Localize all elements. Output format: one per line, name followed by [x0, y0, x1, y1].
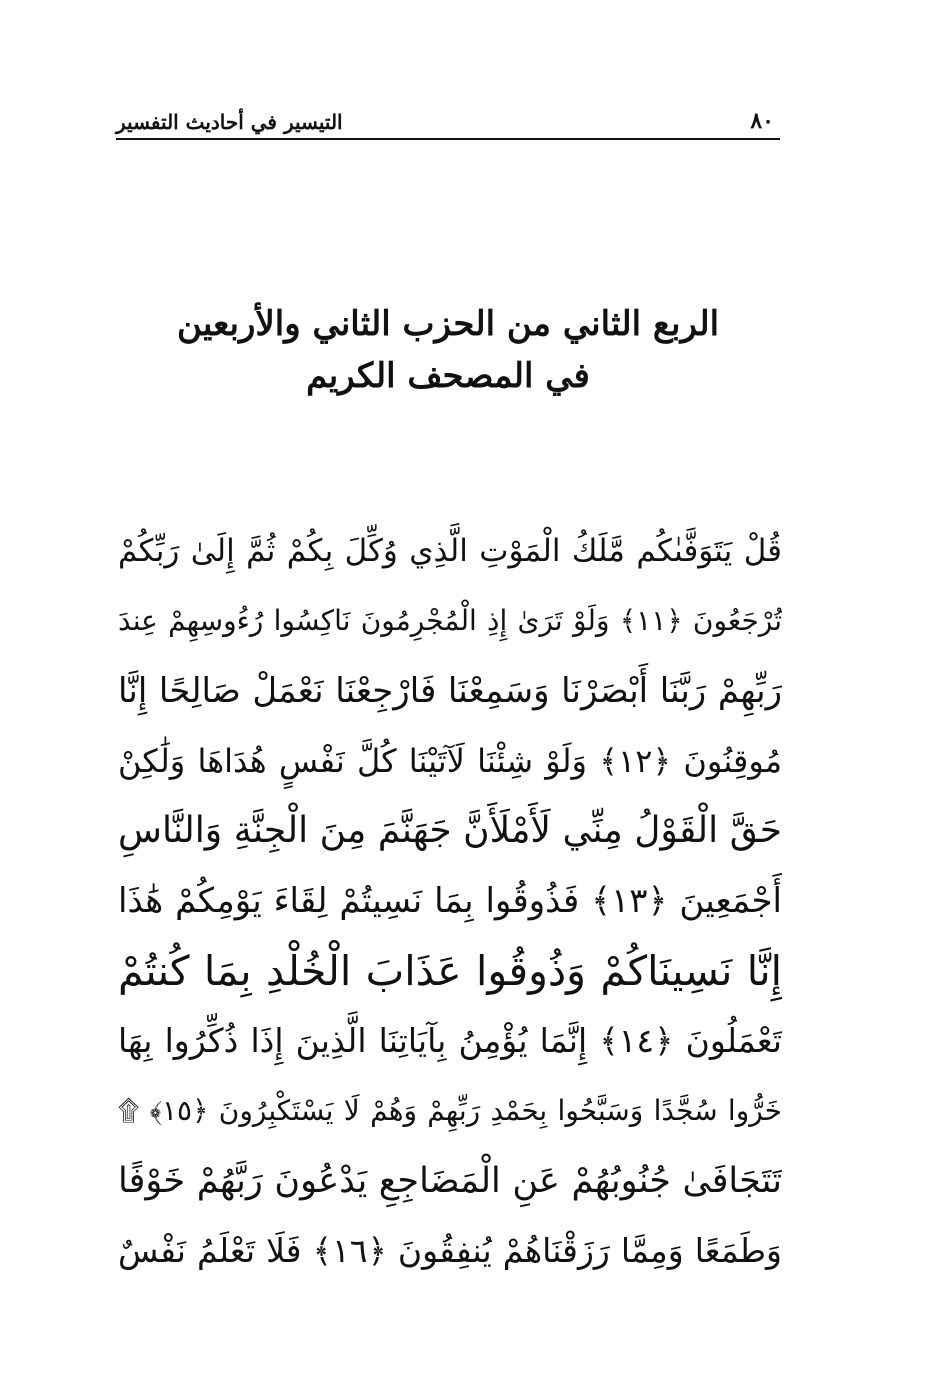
- section-title-line-1: الربع الثاني من الحزب الثاني والأربعين: [176, 304, 720, 344]
- book-title: التيسير في أحاديث التفسير: [116, 110, 343, 134]
- page-number: ٨٠: [750, 108, 774, 134]
- verse-line: وَطَمَعًا وَمِمَّا رَزَقْنَاهُمْ يُنفِقُونَ ﴿١٦﴾ فَلَا تَعْلَمُ نَفْسٌ: [118, 1231, 782, 1270]
- verse-line: تُرْجَعُونَ ﴿١١﴾ وَلَوْ تَرَىٰ إِذِ الْمُجْرِمُونَ نَاكِسُوا رُءُوسِهِمْ عِندَ: [118, 604, 782, 637]
- running-header: [116, 100, 780, 140]
- verse-line: قُلْ يَتَوَفَّىٰكُم مَّلَكُ الْمَوْتِ الَّذِي وُكِّلَ بِكُمْ ثُمَّ إِلَىٰ رَبِّكُمْ: [118, 533, 782, 569]
- verse-line: تَتَجَافَىٰ جُنُوبُهُمْ عَنِ الْمَضَاجِعِ يَدْعُونَ رَبَّهُمْ خَوْفًا: [118, 1161, 782, 1201]
- verse-line: إِنَّا نَسِينَاكُمْ وَذُوقُوا عَذَابَ الْخُلْدِ بِمَا كُنتُمْ: [118, 947, 782, 995]
- section-title-line-2: في المصحف الكريم: [306, 356, 590, 396]
- verse-line: حَقَّ الْقَوْلُ مِنِّي لَأَمْلَأَنَّ جَهَنَّمَ مِنَ الْجِنَّةِ وَالنَّاسِ: [118, 810, 782, 851]
- section-title: [116, 298, 780, 402]
- verse-line: خَرُّوا سُجَّدًا وَسَبَّحُوا بِحَمْدِ رَبِّهِمْ وَهُمْ لَا يَسْتَكْبِرُونَ ﴿١٥﴾ ۩: [118, 1094, 782, 1127]
- verse-line: مُوقِنُونَ ﴿١٢﴾ وَلَوْ شِئْنَا لَآتَيْنَا كُلَّ نَفْسٍ هُدَاهَا وَلَٰكِنْ: [118, 742, 782, 780]
- verse-line: رَبِّهِمْ رَبَّنَا أَبْصَرْنَا وَسَمِعْنَا فَارْجِعْنَا نَعْمَلْ صَالِحًا إِنَّا: [118, 671, 782, 711]
- verse-line: تَعْمَلُونَ ﴿١٤﴾ إِنَّمَا يُؤْمِنُ بِآيَاتِنَا الَّذِينَ إِذَا ذُكِّرُوا بِهَا: [118, 1021, 782, 1060]
- quran-verses: [118, 516, 782, 1286]
- verse-line: أَجْمَعِينَ ﴿١٣﴾ فَذُوقُوا بِمَا نَسِيتُمْ لِقَاءَ يَوْمِكُمْ هَٰذَا: [118, 881, 782, 921]
